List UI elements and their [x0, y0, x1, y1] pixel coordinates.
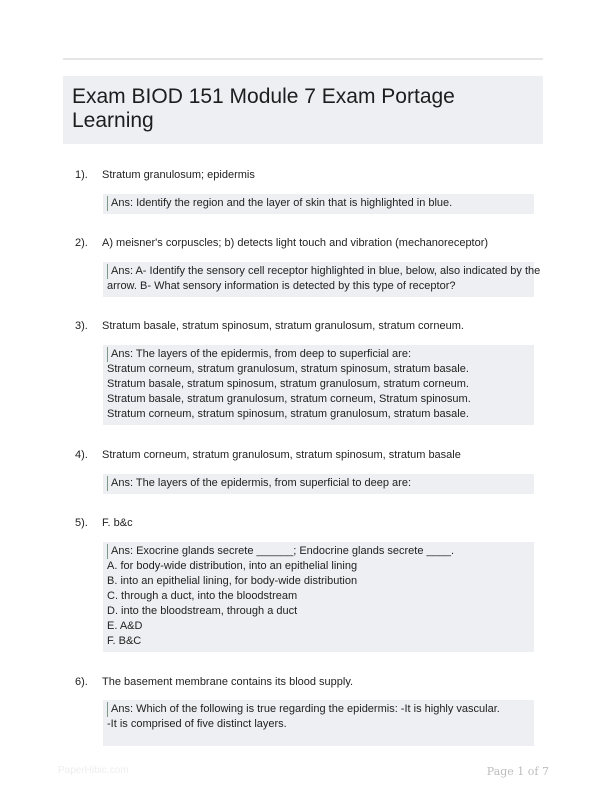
- prompt-line: Ans: The layers of the epidermis, from superficial to deep are:: [107, 476, 528, 491]
- question-answer: Stratum corneum, stratum granulosum, stratum spinosum, stratum basale: [102, 449, 461, 461]
- question-answer: Stratum basale, stratum spinosum, stratum granulosum, stratum corneum.: [102, 320, 464, 332]
- page-indicator: Page 1 of 7: [486, 765, 549, 778]
- prompt-line: F. B&C: [107, 635, 142, 647]
- prompt-line: Ans: Which of the following is true regarding the epidermis: -It is highly vascular.: [107, 702, 528, 717]
- prompt-line: A. for body-wide distribution, into an epithelial lining: [107, 560, 358, 572]
- question-prompt-box: [103, 700, 534, 746]
- prompt-line: Stratum corneum, stratum spinosum, stratum granulosum, stratum basale.: [107, 408, 469, 420]
- prompt-line: C. through a duct, into the bloodstream: [107, 590, 298, 602]
- question-prompt-box: [103, 345, 534, 425]
- question-prompt-box: [103, 194, 534, 214]
- prompt-line: Stratum basale, stratum spinosum, stratum granulosum, stratum corneum.: [107, 378, 469, 390]
- question-answer: A) meisner's corpuscles; b) detects light touch and vibration (mechanoreceptor): [102, 237, 489, 249]
- prompt-line: B. into an epithelial lining, for body-wide distribution: [107, 575, 358, 587]
- question-number: 2).: [75, 237, 88, 249]
- title-banner: [63, 76, 543, 144]
- question-number: 6).: [75, 676, 88, 688]
- prompt-line: Stratum corneum, stratum granulosum, stratum spinosum, stratum basale.: [107, 363, 469, 375]
- prompt-line: Stratum basale, stratum granulosum, stratum corneum, Stratum spinosum.: [107, 393, 471, 405]
- question-number: 3).: [75, 320, 88, 332]
- question-number: 4).: [75, 449, 88, 461]
- question-answer: Stratum granulosum; epidermis: [102, 169, 255, 181]
- prompt-line: Ans: Exocrine glands secrete ______; Endocrine glands secrete ____.: [107, 544, 528, 559]
- question-prompt-box: [103, 262, 541, 297]
- prompt-line: Ans: A- Identify the sensory cell receptor highlighted in blue, below, also indicated by the: [107, 264, 528, 279]
- question-number: 5).: [75, 517, 88, 529]
- question-prompt-box: [103, 474, 534, 494]
- question-answer: The basement membrane contains its blood supply.: [102, 676, 354, 688]
- prompt-line: Ans: The layers of the epidermis, from deep to superficial are:: [107, 347, 528, 362]
- page-title: Exam BIOD 151 Module 7 Exam Portage Learning: [72, 85, 455, 132]
- question-number: 1).: [75, 169, 88, 181]
- prompt-line: Ans: Identify the region and the layer of skin that is highlighted in blue.: [107, 196, 528, 211]
- question-answer: F. b&c: [102, 517, 133, 529]
- prompt-line: E. A&D: [107, 620, 143, 632]
- top-divider: [63, 58, 543, 60]
- prompt-line: arrow. B- What sensory information is detected by this type of receptor?: [107, 280, 456, 292]
- question-prompt-box: [103, 542, 534, 652]
- footer-site: PaperHibic.com: [58, 765, 129, 776]
- prompt-line: D. into the bloodstream, through a duct: [107, 605, 298, 617]
- prompt-line: -It is comprised of five distinct layers.: [107, 718, 287, 730]
